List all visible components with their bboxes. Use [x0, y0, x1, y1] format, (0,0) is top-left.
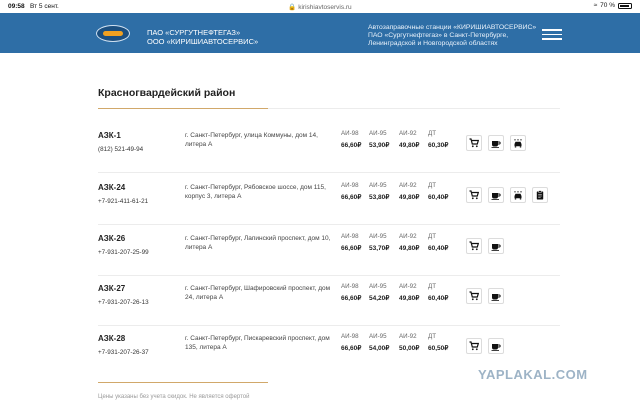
status-date: Вт 5 сент.	[30, 3, 59, 10]
site-header	[0, 13, 640, 53]
shop-cart-icon[interactable]	[466, 187, 482, 203]
shop-cart-icon[interactable]	[466, 338, 482, 354]
url-text: kirishiavtoservis.ru	[298, 4, 352, 11]
fuel-price: 66,60₽	[341, 142, 362, 149]
fuel-type-label: АИ-92	[399, 233, 417, 240]
fuel-type-label: АИ-95	[369, 182, 387, 189]
car-wash-icon[interactable]	[510, 187, 526, 203]
station-address: г. Санкт-Петербург, улица Коммуны, дом 14, литера А	[185, 132, 318, 148]
station-address: г. Санкт-Петербург, Пискаревский проспект, дом 135, литера А	[185, 335, 330, 351]
fuel-price-cell	[341, 182, 369, 201]
station-name: АЗК-26	[98, 234, 126, 243]
status-time: 09:58	[8, 3, 25, 10]
status-bar	[0, 0, 640, 13]
fuel-price: 60,30₽	[428, 142, 449, 149]
shop-cart-icon[interactable]	[466, 288, 482, 304]
station-services	[466, 238, 504, 254]
station-phone[interactable]: +7-931-207-26-37	[98, 349, 149, 356]
fuel-type-label: ДТ	[428, 333, 436, 340]
status-indicators	[594, 2, 632, 9]
fuel-price-cell	[428, 333, 456, 352]
fuel-price: 49,80₽	[399, 245, 420, 252]
station-services	[466, 338, 504, 354]
fuel-type-label: АИ-92	[399, 283, 417, 290]
fuel-type-label: АИ-92	[399, 130, 417, 137]
tagline-line-2: ПАО «Сургутнефтегаз» в Санкт-Петербурге,	[368, 32, 509, 40]
fuel-type-label: АИ-98	[341, 283, 359, 290]
fuel-type-label: ДТ	[428, 182, 436, 189]
fuel-price: 60,40₽	[428, 245, 449, 252]
fuel-price: 49,80₽	[399, 142, 420, 149]
bottom-divider	[98, 382, 268, 383]
station-services	[466, 187, 548, 203]
coffee-icon[interactable]	[488, 338, 504, 354]
fuel-price: 53,70₽	[369, 245, 390, 252]
fuel-price-cell	[399, 233, 427, 252]
fuel-price: 54,00₽	[369, 345, 390, 352]
fuel-price-cell	[428, 182, 456, 201]
station-row	[98, 231, 560, 277]
fuel-price: 66,60₽	[341, 295, 362, 302]
fuel-type-label: АИ-95	[369, 333, 387, 340]
fuel-type-label: АИ-92	[399, 182, 417, 189]
coffee-icon[interactable]	[488, 187, 504, 203]
car-wash-icon[interactable]	[510, 135, 526, 151]
row-divider	[98, 172, 560, 173]
section-divider	[98, 108, 560, 109]
hamburger-menu-icon[interactable]	[542, 29, 562, 39]
fuel-price: 50,00₽	[399, 345, 420, 352]
clipboard-icon[interactable]	[532, 187, 548, 203]
coffee-icon[interactable]	[488, 288, 504, 304]
fuel-price-cell	[399, 333, 427, 352]
fuel-price-cell	[428, 233, 456, 252]
coffee-icon[interactable]	[488, 238, 504, 254]
fuel-price: 60,50₽	[428, 345, 449, 352]
fuel-price-cell	[369, 333, 397, 352]
fuel-price-cell	[341, 233, 369, 252]
battery-icon	[618, 3, 632, 9]
station-phone[interactable]: (812) 521-49-94	[98, 146, 144, 153]
fuel-type-label: АИ-98	[341, 130, 359, 137]
fuel-price: 66,60₽	[341, 194, 362, 201]
header-tagline	[368, 24, 536, 49]
fuel-type-label: ДТ	[428, 283, 436, 290]
battery-percent: 70 %	[600, 2, 615, 9]
fuel-price-cell	[428, 283, 456, 302]
fuel-price: 49,80₽	[399, 295, 420, 302]
station-services	[466, 135, 526, 151]
address-bar[interactable]: 🔒 kirishiavtoservis.ru	[288, 4, 352, 11]
fuel-type-label: АИ-95	[369, 233, 387, 240]
fuel-type-label: ДТ	[428, 130, 436, 137]
company-names	[147, 28, 258, 46]
fuel-price-cell	[369, 130, 397, 149]
row-divider	[98, 224, 560, 225]
watermark: YAPLAKAL.COM	[478, 367, 588, 382]
fuel-type-label: АИ-98	[341, 333, 359, 340]
fuel-price-cell	[399, 130, 427, 149]
fuel-price: 53,90₽	[369, 142, 390, 149]
station-name: АЗК-24	[98, 183, 126, 192]
fuel-price: 60,40₽	[428, 295, 449, 302]
fuel-price: 60,40₽	[428, 194, 449, 201]
station-address: г. Санкт-Петербург, Лапинский проспект, дом 10, литера А	[185, 235, 331, 251]
station-row	[98, 281, 560, 327]
wifi-icon: ≈	[593, 2, 598, 9]
fuel-price: 49,80₽	[399, 194, 420, 201]
fuel-price-cell	[369, 283, 397, 302]
station-row	[98, 180, 560, 226]
company-name-2: ООО «КИРИШИАВТОСЕРВИС»	[147, 37, 259, 46]
fuel-price-cell	[399, 182, 427, 201]
fuel-type-label: АИ-98	[341, 182, 359, 189]
fuel-price-cell	[341, 333, 369, 352]
fuel-price: 66,60₽	[341, 245, 362, 252]
station-row	[98, 128, 560, 174]
price-footnote: Цены указаны без учета скидок. Не является офертой	[98, 394, 250, 400]
station-name: АЗК-27	[98, 284, 126, 293]
coffee-icon[interactable]	[488, 135, 504, 151]
tagline-line-3: Ленинградской и Новгородской областях	[368, 40, 498, 48]
station-address: г. Санкт-Петербург, Шафировский проспект, дом 24, литера А	[185, 285, 331, 301]
fuel-type-label: АИ-95	[369, 130, 387, 137]
fuel-type-label: АИ-95	[369, 283, 387, 290]
station-name: АЗК-1	[98, 131, 121, 140]
fuel-price: 66,60₽	[341, 345, 362, 352]
station-address: г. Санкт-Петербург, Рябовское шоссе, дом 115, корпус 3, литера А	[185, 184, 326, 200]
fuel-price-cell	[369, 182, 397, 201]
station-phone[interactable]: +7-931-207-26-13	[98, 299, 149, 306]
row-divider	[98, 275, 560, 276]
company-name-1: ПАО «СУРГУТНЕФТЕГАЗ»	[147, 28, 241, 37]
fuel-type-label: АИ-92	[399, 333, 417, 340]
company-logo[interactable]	[96, 25, 130, 42]
fuel-type-label: ДТ	[428, 233, 436, 240]
row-divider	[98, 325, 560, 326]
section-title: Красногвардейский район	[98, 87, 236, 99]
fuel-price-cell	[399, 283, 427, 302]
station-phone[interactable]: +7-921-411-61-21	[98, 198, 149, 205]
fuel-price-cell	[341, 130, 369, 149]
fuel-price-cell	[369, 233, 397, 252]
fuel-type-label: АИ-98	[341, 233, 359, 240]
shop-cart-icon[interactable]	[466, 135, 482, 151]
station-name: АЗК-28	[98, 334, 126, 343]
fuel-price: 53,80₽	[369, 194, 390, 201]
tagline-line-1: Автозаправочные станции «КИРИШИАВТОСЕРВИС»	[368, 24, 537, 31]
station-phone[interactable]: +7-931-207-25-99	[98, 249, 149, 256]
fuel-price-cell	[428, 130, 456, 149]
fuel-price-cell	[341, 283, 369, 302]
station-services	[466, 288, 504, 304]
shop-cart-icon[interactable]	[466, 238, 482, 254]
fuel-price: 54,20₽	[369, 295, 390, 302]
